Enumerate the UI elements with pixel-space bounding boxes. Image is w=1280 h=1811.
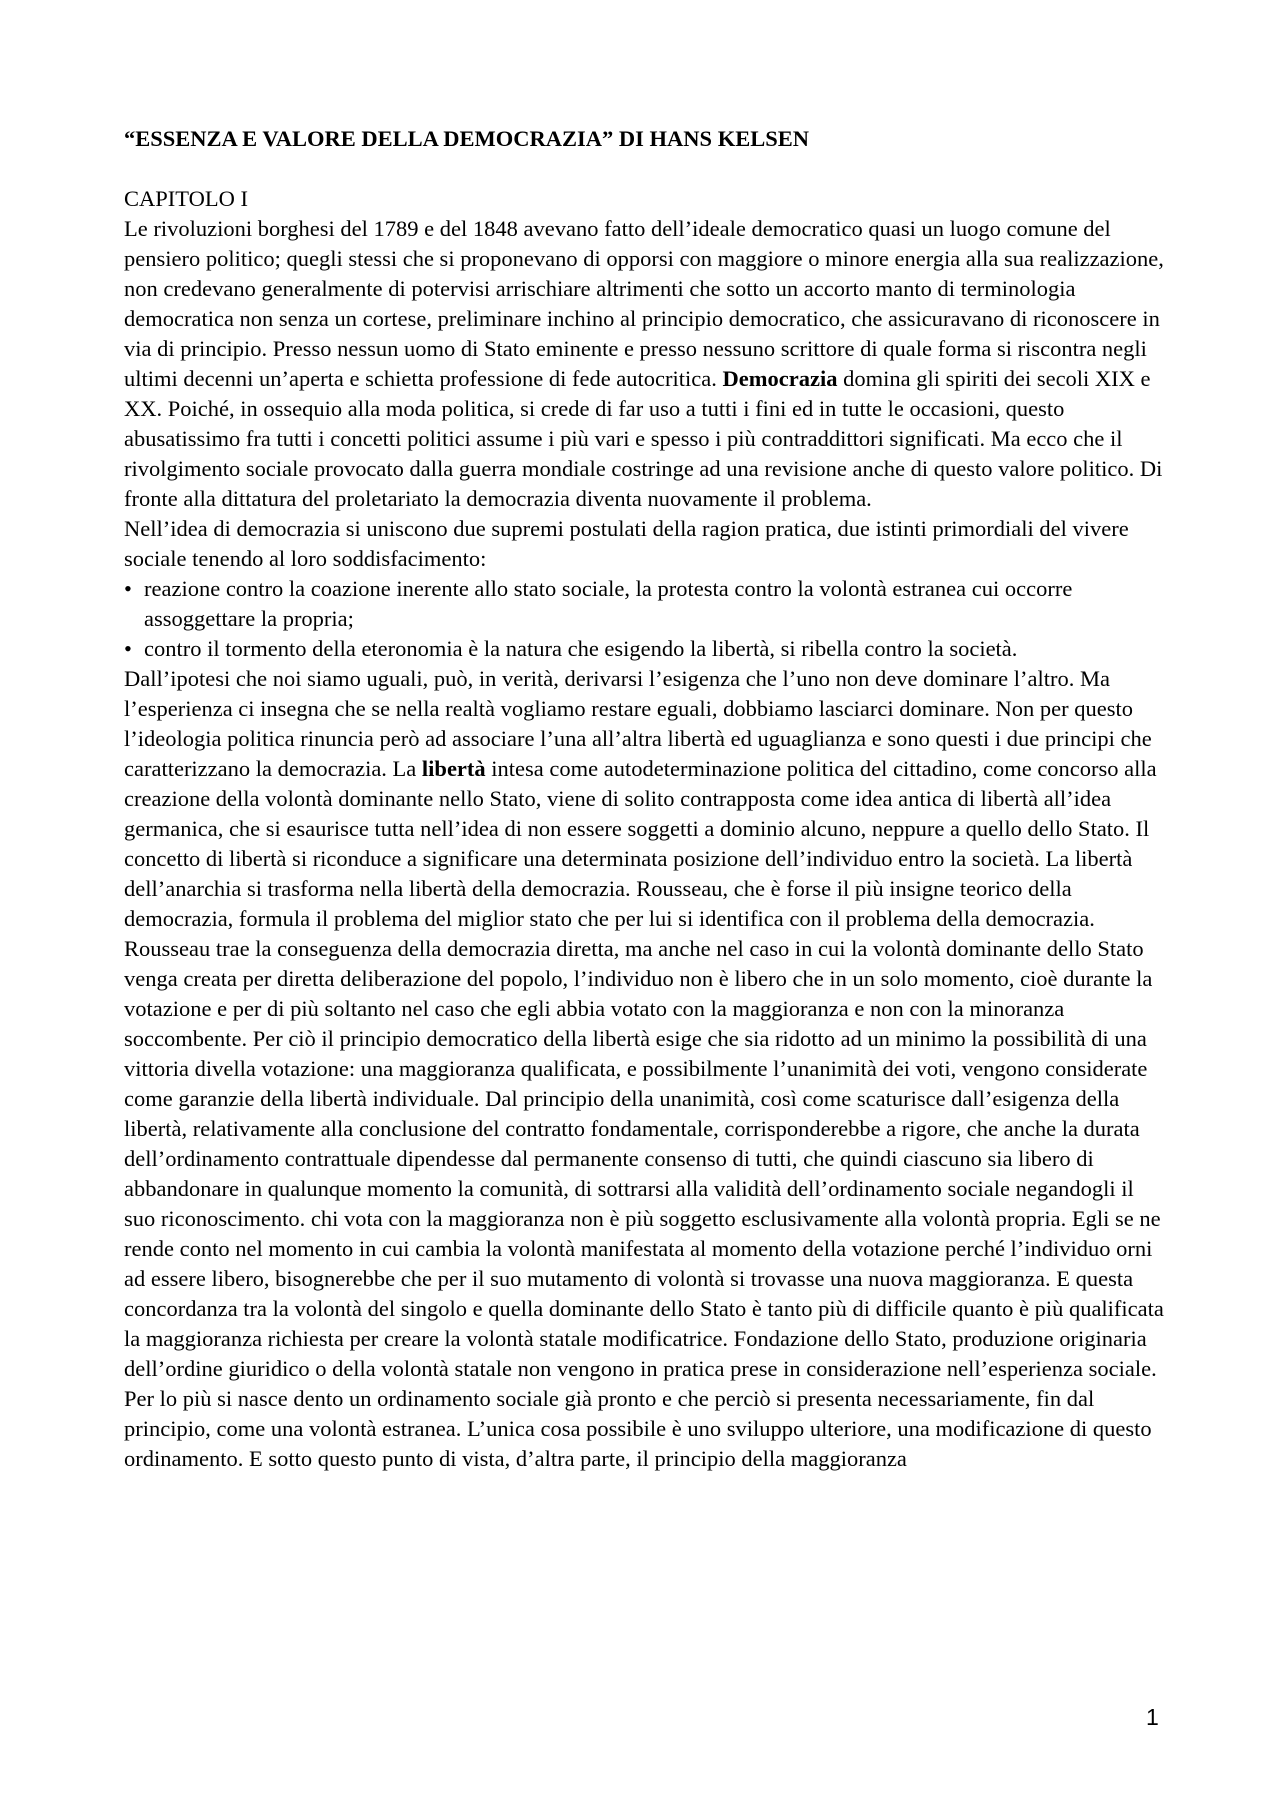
paragraph-text: intesa come autodeterminazione politica del cittadino, come concorso alla creazione della volontà dominante nello Stato, viene di solito contrapposta come idea antica di libertà all’idea germanica, che si esaurisce tutta nell’idea di non essere soggetti a dominio alcuno, neppure a quello dello Stato. Il concetto di libertà si riconduce a significare una determinata posizione dell’individuo entro la società. La libertà dell’anarchia si trasforma nella libertà della democrazia. Rousseau, che è forse il più insigne teorico della democrazia, formula il problema del miglior stato che per lui si identifica con il problema della democrazia. Rousseau trae la conseguenza della democrazia diretta, ma anche nel caso in cui la volontà dominante dello Stato venga creata per diretta deliberazione del popolo, l’individuo non è libero che in un solo momento, cioè durante la votazione e per di più soltanto nel caso che egli abbia votato con la maggioranza e non con la minoranza soccombente. Per ciò il principio democratico della libertà esige che sia ridotto ad un minimo la possibilità di una vittoria divella votazione: una maggioranza qualificata, e possibilmente l’unanimità dei voti, vengono considerate come garanzie della libertà individuale. Dal principio della unanimità, così come scaturisce dall’esigenza della libertà, relativamente alla conclusione del contratto fondamentale, corrisponderebbe a rigore, che anche la durata dell’ordinamento contrattuale dipendesse dal permanente consenso di tutti, che quindi ciascuno sia libero di abbandonare in qualunque momento la comunità, di sottrarsi alla validità dell’ordinamento sociale negandogli il suo riconoscimento. chi vota con la maggioranza non è più soggetto esclusivamente alla volontà propria. Egli se ne rende conto nel momento in cui cambia la volontà manifestata al momento della votazione perché l’individuo orni ad essere libero, bisognerebbe che per il suo mutamento di volontà si trovasse una nuova maggioranza. E questa concordanza tra la volontà del singolo e quella dominante dello Stato è tanto più di difficile quanto è più qualificata la maggioranza richiesta per creare la volontà statale modificatrice. Fondazione dello Stato, produzione originaria dell’ordine giuridico o della volontà statale non vengono in pratica prese in considerazione nell’esperienza sociale. Per lo più si nasce dento un ordinamento sociale già pronto e che perciò si presenta necessariamente, fin dal principio, come una volontà estranea. L’unica cosa possibile è uno sviluppo ulteriore, una modificazione di questo ordinamento. E sotto questo punto di vista, d’altra parte, il principio della maggioranza [124, 756, 1164, 1471]
bold-term-liberta: libertà [421, 756, 486, 781]
bullet-text: contro il tormento della eteronomia è la natura che esigendo la libertà, si ribella contro la società. [144, 636, 1018, 661]
bold-term-democrazia: Democrazia [722, 366, 838, 391]
paragraph-text: Le rivoluzioni borghesi del 1789 e del 1848 avevano fatto dell’ideale democratico quasi un luogo comune del pensiero politico; quegli stessi che si proponevano di opporsi con maggiore o minore energia alla sua realizzazione, non credevano generalmente di potervisi arrischiare altrimenti che sotto un accorto manto di terminologia democratica non senza un cortese, preliminare inchino al principio democratico, che assicuravano di riconoscere in via di principio. Presso nessun uomo di Stato eminente e presso nessuno scrittore di quale forma si riscontra negli ultimi decenni un’aperta e schietta professione di fede autocritica. [124, 216, 1164, 391]
page-number: 1 [1146, 1704, 1159, 1730]
bullet-icon: • [124, 636, 132, 661]
chapter-heading: CAPITOLO I [124, 186, 248, 211]
paragraph-postulates: Nell’idea di democrazia si uniscono due supremi postulati della ragion pratica, due istinti primordiali del vivere sociale tenendo al loro soddisfacimento: [124, 516, 1129, 571]
paragraph-liberty [124, 664, 1164, 1474]
bullet-list [124, 574, 1164, 664]
document-title: “ESSENZA E VALORE DELLA DEMOCRAZIA” DI HANS KELSEN [124, 126, 809, 151]
paragraph-intro [124, 214, 1164, 514]
paragraph-text: Dall’ipotesi che noi siamo uguali, può, in verità, derivarsi l’esigenza che l’uno non deve dominare l’altro. Ma l’esperienza ci insegna che se nella realtà vogliamo restare eguali, dobbiamo lasciarci dominare. Non per questo l’ideologia politica rinuncia però ad associare l’una all’altra libertà ed uguaglianza e sono questi i due principi che caratterizzano la democrazia. La [124, 666, 1152, 781]
bullet-text: reazione contro la coazione inerente allo stato sociale, la protesta contro la volontà estranea cui occorre assoggettare la propria; [144, 576, 1073, 631]
bullet-icon: • [124, 576, 132, 601]
bullet-item [124, 634, 1164, 664]
paragraph-text: domina gli spiriti dei secoli XIX e XX. Poiché, in ossequio alla moda politica, si crede di far uso a tutti i fini ed in tutte le occasioni, questo abusatissimo fra tutti i concetti politici assume i più vari e spesso i più contraddittori significati. Ma ecco che il rivolgimento sociale provocato dalla guerra mondiale costringe ad una revisione anche di questo valore politico. Di fronte alla dittatura del proletariato la democrazia diventa nuovamente il problema. [124, 366, 1163, 511]
bullet-item [124, 574, 1164, 634]
document-body [124, 124, 1164, 1474]
